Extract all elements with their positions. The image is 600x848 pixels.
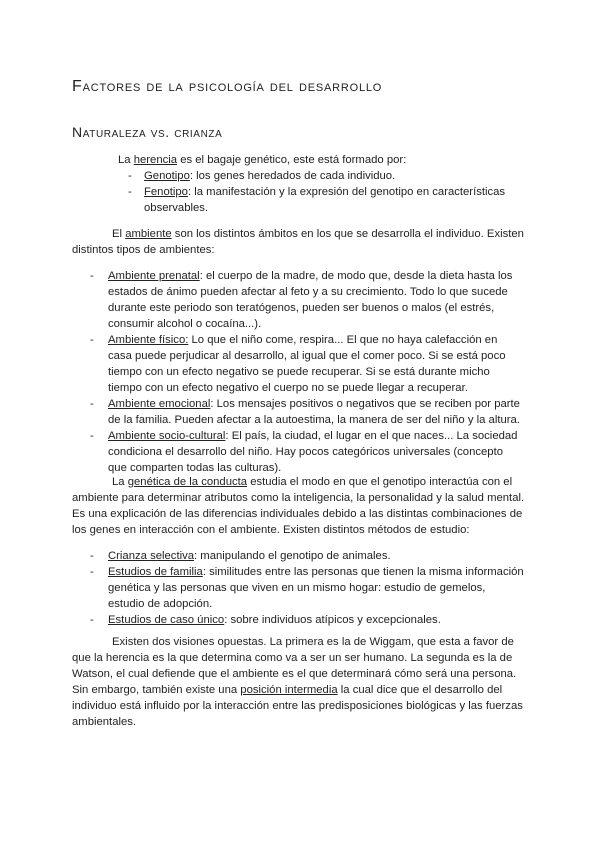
list-item xyxy=(90,332,524,396)
bullet-dash: - xyxy=(128,186,132,198)
item-text: : manipulando el genotipo de animales. xyxy=(194,550,391,562)
herencia-paragraph xyxy=(118,152,538,168)
ambiente-paragraph xyxy=(72,226,528,258)
item-term: Ambiente prenatal xyxy=(108,270,200,282)
bullet-dash: - xyxy=(90,430,94,442)
item-text: : los genes heredados de cada individuo. xyxy=(189,170,396,182)
ambiente-post: son los distintos ámbitos en los que se desarrolla el individuo. Existen distintos tipos de ambientes: xyxy=(72,228,524,256)
genetica-post: estudia el modo en que el genotipo interactúa con el ambiente para determinar atributos como la inteligencia, la personalidad y la salud mental. Es una explicación de las diferencias individuales debido a las distintas combinaciones de los genes en interacción con el ambiente. Existen distintos métodos de estudio: xyxy=(72,476,525,536)
genetica-pre: La xyxy=(112,476,128,488)
visiones-paragraph xyxy=(72,634,528,730)
item-term: Estudios de caso único xyxy=(108,614,225,626)
herencia-pre: La xyxy=(118,154,134,166)
list-item xyxy=(128,184,524,216)
list-item xyxy=(128,168,524,184)
herencia-post: es el bagaje genético, este está formado por: xyxy=(177,154,407,166)
item-term: Ambiente socio-cultural xyxy=(108,430,226,442)
list-item xyxy=(90,268,524,332)
list-item xyxy=(90,612,524,628)
bullet-dash: - xyxy=(90,550,94,562)
bullet-dash: - xyxy=(90,614,94,626)
section-heading: Naturaleza vs. crianza xyxy=(72,124,223,140)
genetica-list xyxy=(90,548,524,628)
ambiente-term: ambiente xyxy=(125,228,172,240)
item-term: Ambiente emocional xyxy=(108,398,211,410)
page-title: Factores de la psicología del desarrollo xyxy=(72,78,383,95)
visiones-post: la cual dice que el desarrollo del individuo está influido por la interacción entre las predisposiciones biológicas y las fuerzas ambientales. xyxy=(72,684,523,728)
item-text: : Los mensajes positivos o negativos que se reciben por parte de la familia. Pueden afectar a la autoestima, la manera de ser del niño y la altura. xyxy=(108,398,520,426)
bullet-dash: - xyxy=(90,398,94,410)
genetica-term: genética de la conducta xyxy=(127,476,248,488)
bullet-dash: - xyxy=(90,334,94,346)
list-item xyxy=(90,396,524,428)
visiones-term: posición intermedia xyxy=(240,684,338,696)
bullet-dash: - xyxy=(90,270,94,282)
list-item xyxy=(90,428,524,476)
ambiente-list xyxy=(90,268,524,476)
item-text: : similitudes entre las personas que tienen la misma información genética y las personas que viven en un mismo hogar: estudio de gemelos, estudio de adopción. xyxy=(108,566,524,610)
item-text: : el cuerpo de la madre, de modo que, desde la dieta hasta los estados de ánimo pueden afectar al feto y a su crecimiento. Todo lo que sucede durante este periodo son teratógenos, pueden ser buenos o malos (el estrés, consumir alcohol o cocaína...). xyxy=(108,270,513,330)
item-text: : El país, la ciudad, el lugar en el que naces... La sociedad condiciona el desarrollo del niño. Hay pocos categóricos universales (concepto que comparten todas las culturas). xyxy=(108,430,518,474)
herencia-list xyxy=(128,168,524,216)
list-item xyxy=(90,548,524,564)
ambiente-pre: El xyxy=(112,228,126,240)
item-text: : la manifestación y la expresión del genotipo en características observables. xyxy=(144,186,506,214)
bullet-dash: - xyxy=(90,566,94,578)
item-text: : sobre individuos atípicos y excepcionales. xyxy=(224,614,441,626)
herencia-term: herencia xyxy=(133,154,178,166)
bullet-dash: - xyxy=(128,170,132,182)
genetica-paragraph xyxy=(72,474,528,538)
item-term: Fenotipo xyxy=(144,186,188,198)
item-term: Crianza selectiva xyxy=(108,550,195,562)
item-term: Genotipo xyxy=(144,170,190,182)
item-term: Ambiente físico: xyxy=(108,334,189,346)
item-text: Lo que el niño come, respira... El que no haya calefacción en casa puede perjudicar al desarrollo, al igual que el comer poco. Si se está poco tiempo con un efecto negativo se puede recuperar. Si se está durante micho tiempo con un efecto negativo el cuerpo no se puede llegar a recuperar. xyxy=(108,334,506,394)
list-item xyxy=(90,564,524,612)
item-term: Estudios de familia xyxy=(108,566,203,578)
visiones-pre: Existen dos visiones opuestas. La primera es la de Wiggam, que esta a favor de que la herencia es la que determina como va a ser un ser humano. La segunda es la de Watson, el cual defiende que el ambiente es el que determinará cómo será una persona. Sin embargo, también existe una xyxy=(72,636,517,696)
